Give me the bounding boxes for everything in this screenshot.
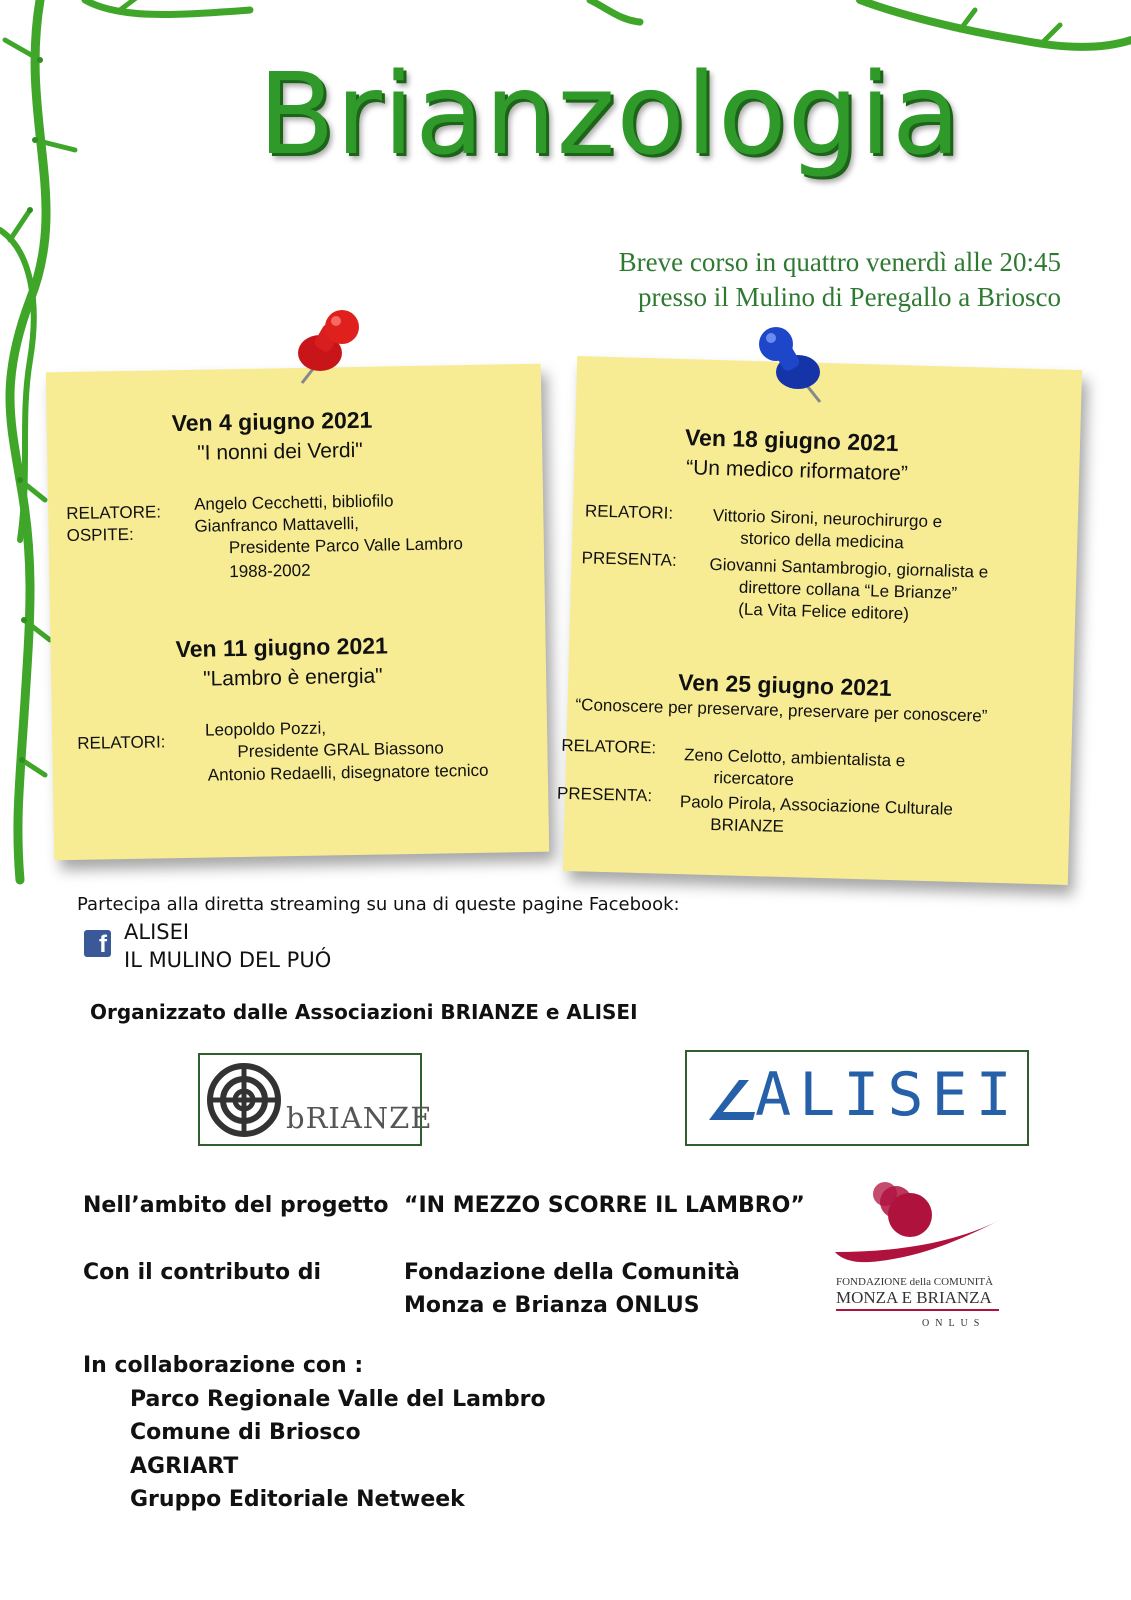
speaker-text: Vittorio Sironi, neurochirurgo e [712, 505, 943, 532]
presenter-text: Paolo Pirola, Associazione Culturale [679, 792, 954, 819]
project-name: “IN MEZZO SCORRE IL LAMBRO” [404, 1193, 805, 1218]
contribution-line-2: Monza e Brianza ONLUS [404, 1293, 700, 1318]
event-date: Ven 4 giugno 2021 [171, 406, 373, 437]
presenter-org: BRIANZE [709, 814, 785, 836]
poster-title: Brianzologia [258, 50, 962, 180]
organizers-text: Organizzato dalle Associazioni BRIANZE e ALISEI [90, 1000, 638, 1024]
guest-text: Gianfranco Mattavelli, [194, 513, 360, 536]
facebook-page-link[interactable]: ALISEI [124, 920, 190, 944]
facebook-page-link[interactable]: IL MULINO DEL PUÓ [124, 948, 332, 972]
fondazione-text-3: ONLUS [922, 1318, 986, 1329]
poster-subtitle [619, 245, 1061, 315]
alisei-wave-icon [709, 1080, 759, 1120]
event-title: “Un medico riformatore” [685, 456, 909, 486]
sticky-note-right [556, 356, 1082, 885]
speaker-label: RELATORE: [561, 735, 657, 758]
brianze-logo [198, 1053, 433, 1146]
project-label: Nell’ambito del progetto [83, 1193, 389, 1218]
fondazione-emblem-icon [830, 1180, 1015, 1275]
subtitle-line-2: presso il Mulino di Peregallo a Briosco [638, 282, 1061, 312]
partner-item: AGRIART [130, 1454, 239, 1479]
speaker-role: storico della medicina [740, 528, 904, 553]
event-date: Ven 18 giugno 2021 [684, 424, 899, 457]
event-title: "I nonni dei Verdi" [197, 438, 363, 465]
presenter-text: Giovanni Santambrogio, giornalista e [709, 554, 989, 582]
brianze-logo-text: bRIANZE [286, 1101, 433, 1135]
guest-role: Presidente Parco Valle Lambro [228, 534, 464, 558]
contribution-line-1: Fondazione della Comunità [404, 1260, 740, 1285]
red-pushpin-icon [290, 305, 370, 395]
event-title: "Lambro è energia" [202, 664, 383, 691]
facebook-icon: f [84, 930, 111, 957]
presenter-label: PRESENTA: [556, 783, 653, 806]
event-date: Ven 11 giugno 2021 [175, 632, 389, 663]
speakers-label: RELATORI: [77, 732, 166, 753]
contribution-label: Con il contributo di [83, 1260, 322, 1285]
fondazione-text-2: MONZA E BRIANZA [836, 1288, 992, 1307]
speaker-label: RELATORE: [66, 502, 162, 524]
partner-item: Parco Regionale Valle del Lambro [130, 1387, 546, 1412]
fondazione-text-1: FONDAZIONE della COMUNITÀ [836, 1276, 994, 1288]
speaker-text: Zeno Celotto, ambientalista e [683, 745, 906, 771]
partner-item: Gruppo Editoriale Netweek [130, 1487, 465, 1512]
speaker-role: ricercatore [713, 768, 795, 790]
streaming-intro: Partecipa alla diretta streaming su una di queste pagine Facebook: [77, 894, 680, 915]
speaker-text: Antonio Redaelli, disegnatore tecnico [207, 760, 489, 785]
collaboration-label: In collaborazione con : [83, 1353, 364, 1378]
presenter-publisher: (La Vita Felice editore) [738, 599, 910, 624]
divider [836, 1309, 999, 1311]
blue-pushpin-icon [752, 322, 832, 412]
alisei-logo [685, 1050, 1029, 1146]
speaker-role: Presidente GRAL Biassono [237, 738, 444, 762]
partner-item: Comune di Briosco [130, 1420, 361, 1445]
presenter-role: direttore collana “Le Brianze” [738, 577, 958, 603]
alisei-logo-text: ALISEI [755, 1060, 1020, 1130]
sticky-note-left [46, 364, 549, 861]
event-title: “Conoscere per preservare, preservare per conoscere” [575, 695, 988, 726]
guest-years: 1988-2002 [229, 560, 311, 582]
subtitle-line-1: Breve corso in quattro venerdì alle 20:45 [618, 247, 1061, 277]
presenter-label: PRESENTA: [581, 548, 677, 570]
speaker-text: Angelo Cecchetti, bibliofilo [193, 491, 394, 514]
speakers-label: RELATORI: [584, 501, 674, 523]
speaker-text: Leopoldo Pozzi, [204, 718, 327, 740]
event-date: Ven 25 giugno 2021 [677, 669, 892, 701]
guest-label: OSPITE: [66, 524, 134, 546]
fondazione-logo [830, 1180, 1015, 1330]
brianze-emblem-icon [205, 1061, 283, 1139]
